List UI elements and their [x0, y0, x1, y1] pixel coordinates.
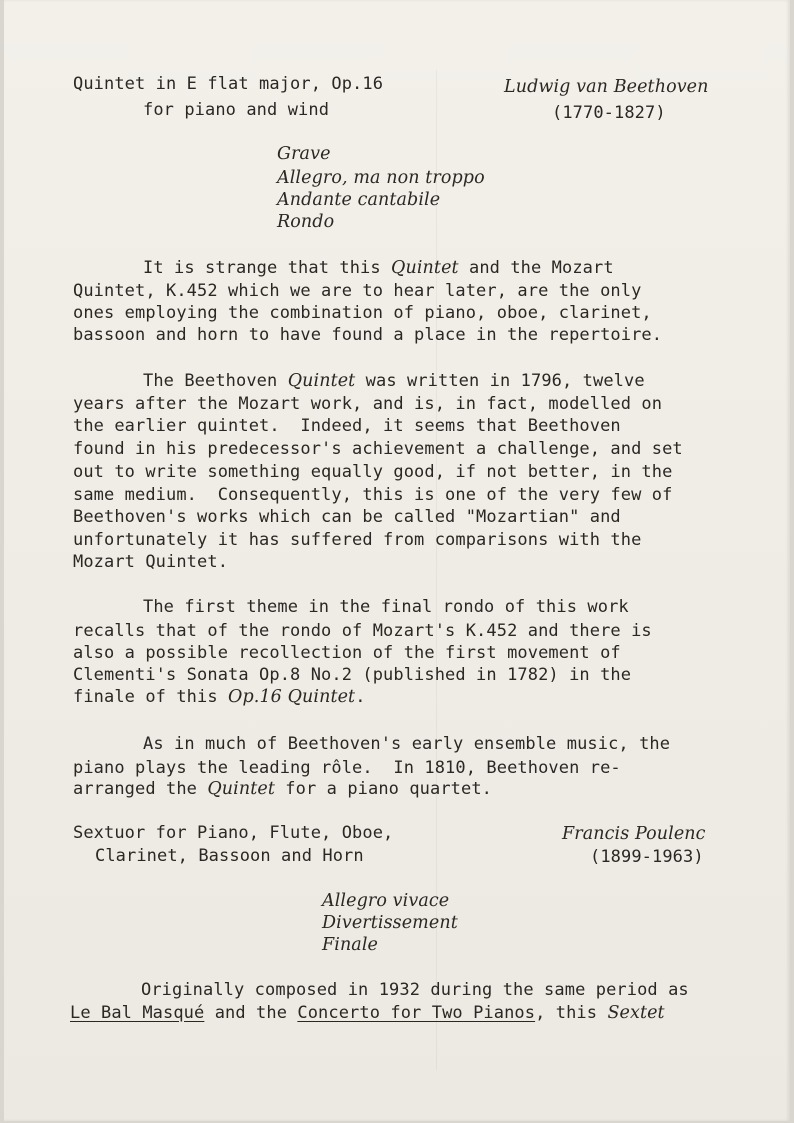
work2-composer: Francis Poulenc: [562, 824, 706, 844]
paragraph-line: years after the Mozart work, and is, in fact, modelled on: [73, 394, 663, 414]
paragraph-line: unfortunately it has suffered from comparisons with the: [73, 530, 642, 550]
paragraph-line: Quintet, K.452 which we are to hear later, are the only: [73, 281, 642, 301]
work2-title: Sextuor for Piano, Flute, Oboe,: [73, 823, 394, 843]
paragraph-line: Mozart Quintet.: [73, 552, 229, 572]
paragraph-line: same medium. Consequently, this is one of the very few of: [73, 485, 673, 505]
paragraph-line: Originally composed in 1932 during the same period as: [141, 980, 689, 1000]
paragraph-line: recalls that of the rondo of Mozart's K.452 and there is: [73, 621, 652, 641]
paragraph-line: The first theme in the final rondo of this work: [143, 597, 629, 617]
work1-composer: Ludwig van Beethoven: [504, 77, 709, 97]
program-note-page: [4, 0, 790, 1121]
work1-movement: Rondo: [277, 212, 335, 232]
work1-movement: Grave: [277, 144, 331, 164]
paragraph-line: The Beethoven Quintet was written in 1796, twelve: [143, 371, 645, 391]
work2-subtitle: Clarinet, Bassoon and Horn: [95, 846, 364, 866]
work2-movement: Finale: [322, 935, 378, 955]
paragraph-line: Clementi's Sonata Op.8 No.2 (published in 1782) in the: [73, 665, 632, 685]
paragraph-line: the earlier quintet. Indeed, it seems that Beethoven: [73, 416, 621, 436]
work2-movement: Divertissement: [322, 913, 458, 933]
paragraph-line: out to write something equally good, if not better, in the: [73, 462, 673, 482]
paragraph-line: piano plays the leading rôle. In 1810, Beethoven re-: [73, 758, 621, 778]
paragraph-line: As in much of Beethoven's early ensemble music, the: [143, 734, 671, 754]
paragraph-line: ones employing the combination of piano, oboe, clarinet,: [73, 303, 652, 323]
paragraph-line: Beethoven's works which can be called "Mozartian" and: [73, 507, 621, 527]
work2-movement: Allegro vivace: [322, 891, 450, 911]
paragraph-line: It is strange that this Quintet and the Mozart: [143, 258, 614, 278]
underlined-title: Concerto for Two Pianos: [297, 1003, 536, 1023]
underlined-title: Le Bal Masqué: [70, 1003, 205, 1023]
paragraph-line: found in his predecessor's achievement a challenge, and set: [73, 439, 683, 459]
work1-subtitle: for piano and wind: [143, 100, 330, 120]
paragraph-line: arranged the Quintet for a piano quartet.: [73, 779, 493, 799]
work1-dates: (1770-1827): [552, 103, 666, 123]
paragraph-line: bassoon and horn to have found a place in the repertoire.: [73, 325, 663, 345]
work1-title: Quintet in E flat major, Op.16: [73, 74, 384, 94]
paragraph-line: also a possible recollection of the first movement of: [73, 643, 621, 663]
work1-movement: Andante cantabile: [277, 190, 441, 210]
paragraph-line: Le Bal Masqué and the Concerto for Two Pianos, this Sextet: [70, 1003, 665, 1023]
paragraph-line: finale of this Op.16 Quintet.: [73, 687, 366, 707]
work1-movement: Allegro, ma non troppo: [277, 168, 485, 188]
work2-dates: (1899-1963): [590, 847, 704, 867]
